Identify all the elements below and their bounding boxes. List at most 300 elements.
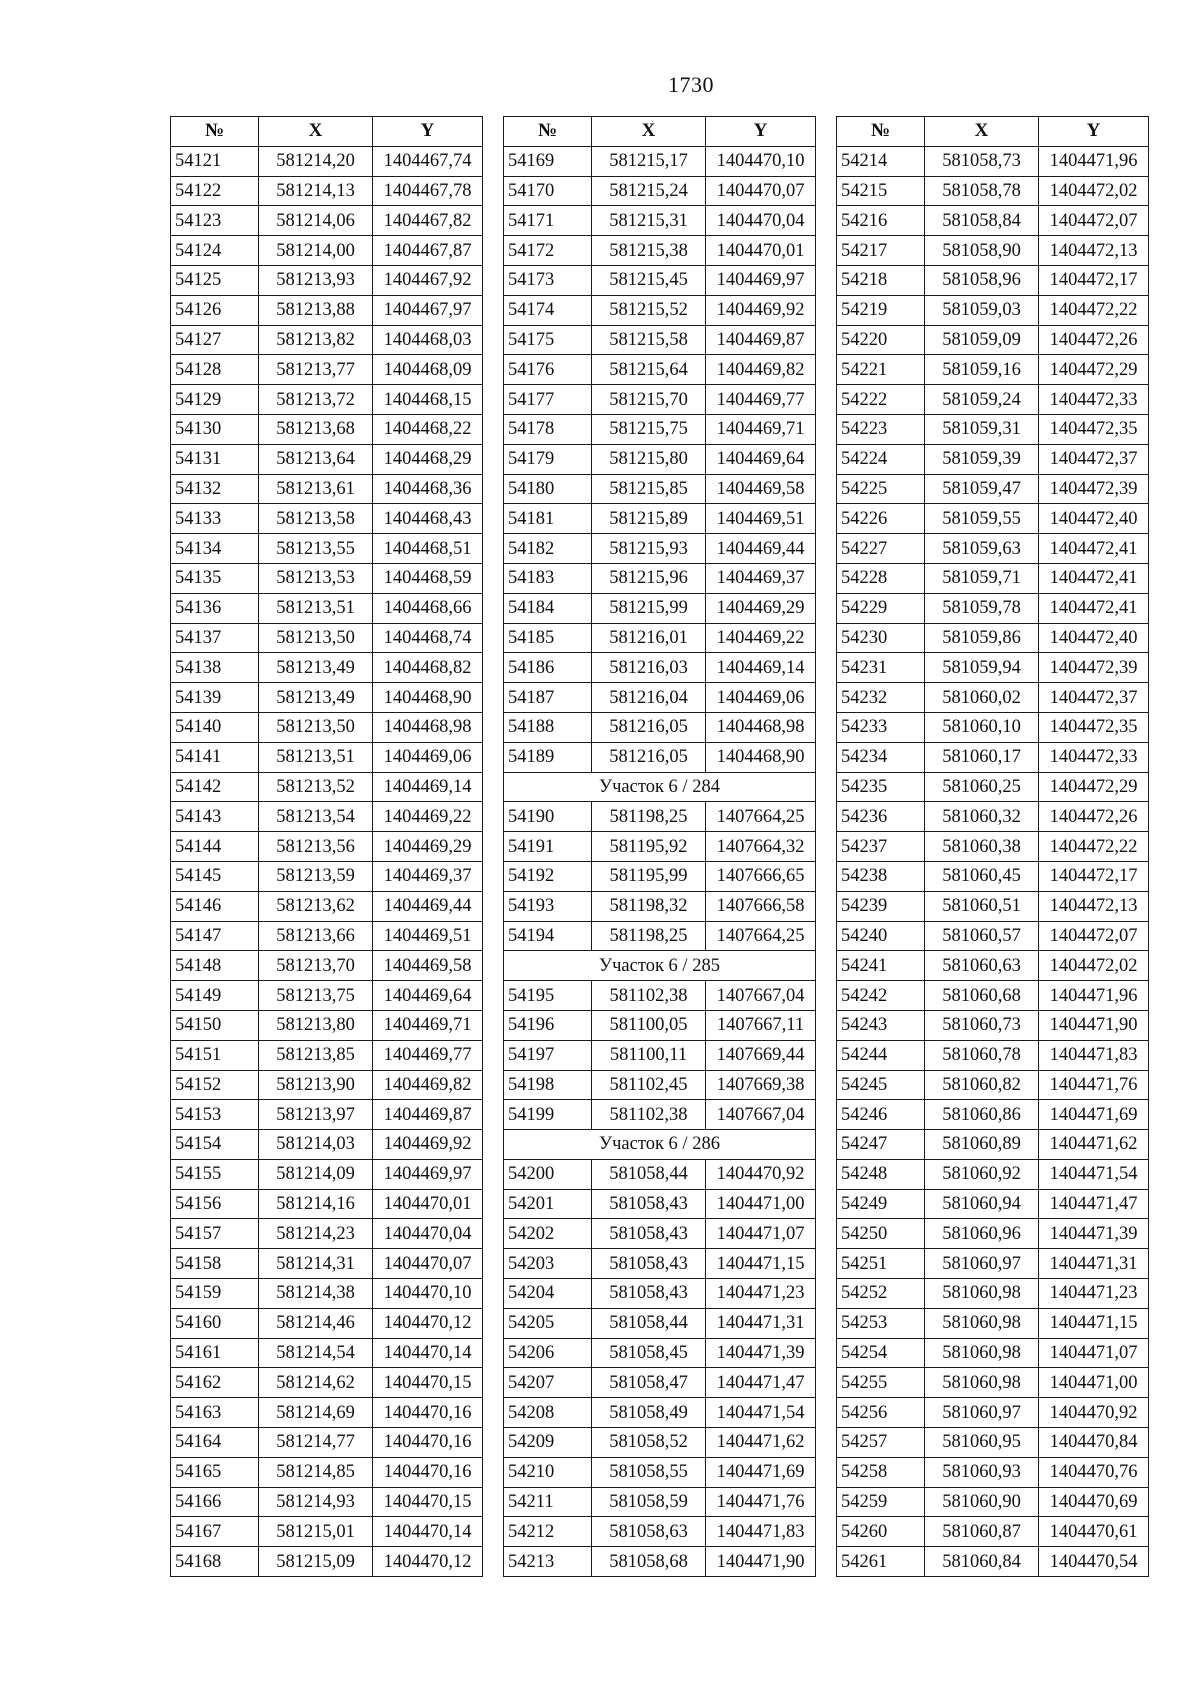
x-coordinate-cell: 581215,01: [259, 1517, 373, 1547]
section-row: [504, 951, 816, 981]
table-row: [171, 504, 483, 534]
x-coordinate-cell: 581060,78: [925, 1040, 1039, 1070]
x-coordinate-cell: 581060,17: [925, 742, 1039, 772]
table-row: [171, 921, 483, 951]
y-coordinate-cell: 1404470,07: [706, 176, 816, 206]
header-y: Y: [373, 117, 483, 147]
x-coordinate-cell: 581060,97: [925, 1398, 1039, 1428]
y-coordinate-cell: 1404472,29: [1039, 772, 1149, 802]
y-coordinate-cell: 1404467,97: [373, 295, 483, 325]
x-coordinate-cell: 581215,75: [592, 414, 706, 444]
y-coordinate-cell: 1404468,74: [373, 623, 483, 653]
x-coordinate-cell: 581100,05: [592, 1010, 706, 1040]
point-number-cell: 54245: [837, 1070, 925, 1100]
x-coordinate-cell: 581215,17: [592, 146, 706, 176]
point-number-cell: 54240: [837, 921, 925, 951]
point-number-cell: 54180: [504, 474, 592, 504]
x-coordinate-cell: 581059,55: [925, 504, 1039, 534]
table-row: [837, 1249, 1149, 1279]
x-coordinate-cell: 581213,54: [259, 802, 373, 832]
point-number-cell: 54153: [171, 1100, 259, 1130]
point-number-cell: 54160: [171, 1308, 259, 1338]
point-number-cell: 54237: [837, 832, 925, 862]
section-row: [504, 1130, 816, 1160]
table-row: [171, 1130, 483, 1160]
y-coordinate-cell: 1404470,16: [373, 1398, 483, 1428]
point-number-cell: 54128: [171, 355, 259, 385]
y-coordinate-cell: 1404470,76: [1039, 1457, 1149, 1487]
x-coordinate-cell: 581059,78: [925, 593, 1039, 623]
x-coordinate-cell: 581059,47: [925, 474, 1039, 504]
x-coordinate-cell: 581214,03: [259, 1130, 373, 1160]
x-coordinate-cell: 581060,94: [925, 1189, 1039, 1219]
y-coordinate-cell: 1404472,29: [1039, 355, 1149, 385]
y-coordinate-cell: 1404472,37: [1039, 683, 1149, 713]
point-number-cell: 54176: [504, 355, 592, 385]
table-row: [504, 1338, 816, 1368]
x-coordinate-cell: 581060,51: [925, 891, 1039, 921]
table-row: [504, 444, 816, 474]
point-number-cell: 54217: [837, 236, 925, 266]
y-coordinate-cell: 1404472,02: [1039, 176, 1149, 206]
y-coordinate-cell: 1407667,11: [706, 1010, 816, 1040]
table-row: [171, 593, 483, 623]
x-coordinate-cell: 581213,62: [259, 891, 373, 921]
y-coordinate-cell: 1404469,92: [373, 1130, 483, 1160]
y-coordinate-cell: 1404469,22: [373, 802, 483, 832]
table-row: [504, 683, 816, 713]
table-row: [504, 1249, 816, 1279]
x-coordinate-cell: 581058,73: [925, 146, 1039, 176]
table-row: [504, 474, 816, 504]
y-coordinate-cell: 1404470,04: [373, 1219, 483, 1249]
x-coordinate-cell: 581213,49: [259, 653, 373, 683]
point-number-cell: 54251: [837, 1249, 925, 1279]
table-row: [504, 981, 816, 1011]
table-row: [837, 563, 1149, 593]
point-number-cell: 54234: [837, 742, 925, 772]
table-row: [504, 1428, 816, 1458]
table-row: [837, 593, 1149, 623]
y-coordinate-cell: 1404469,82: [706, 355, 816, 385]
y-coordinate-cell: 1404468,51: [373, 534, 483, 564]
x-coordinate-cell: 581058,43: [592, 1279, 706, 1309]
y-coordinate-cell: 1404469,71: [706, 414, 816, 444]
table-row: [837, 1219, 1149, 1249]
table-row: [504, 265, 816, 295]
table-row: [171, 1368, 483, 1398]
table-row: [171, 981, 483, 1011]
y-coordinate-cell: 1404469,97: [706, 265, 816, 295]
point-number-cell: 54246: [837, 1100, 925, 1130]
point-number-cell: 54144: [171, 832, 259, 862]
table-row: [837, 1457, 1149, 1487]
point-number-cell: 54190: [504, 802, 592, 832]
y-coordinate-cell: 1404470,14: [373, 1517, 483, 1547]
y-coordinate-cell: 1404471,96: [1039, 146, 1149, 176]
y-coordinate-cell: 1404470,12: [373, 1308, 483, 1338]
y-coordinate-cell: 1404468,03: [373, 325, 483, 355]
table-row: [837, 981, 1149, 1011]
point-number-cell: 54197: [504, 1040, 592, 1070]
table-row: [837, 236, 1149, 266]
y-coordinate-cell: 1407664,32: [706, 832, 816, 862]
x-coordinate-cell: 581058,43: [592, 1219, 706, 1249]
table-row: [171, 1428, 483, 1458]
y-coordinate-cell: 1404469,58: [706, 474, 816, 504]
table-row: [171, 951, 483, 981]
y-coordinate-cell: 1404468,90: [373, 683, 483, 713]
table-row: [504, 504, 816, 534]
table-row: [171, 295, 483, 325]
table-row: [504, 1547, 816, 1577]
table-row: [171, 1219, 483, 1249]
table-row: [171, 832, 483, 862]
table-row: [837, 444, 1149, 474]
section-title: Участок 6 / 285: [504, 951, 816, 981]
x-coordinate-cell: 581060,02: [925, 683, 1039, 713]
y-coordinate-cell: 1404470,12: [373, 1547, 483, 1577]
x-coordinate-cell: 581215,31: [592, 206, 706, 236]
x-coordinate-cell: 581215,70: [592, 385, 706, 415]
x-coordinate-cell: 581060,87: [925, 1517, 1039, 1547]
table-row: [504, 891, 816, 921]
x-coordinate-cell: 581213,66: [259, 921, 373, 951]
point-number-cell: 54134: [171, 534, 259, 564]
x-coordinate-cell: 581213,61: [259, 474, 373, 504]
point-number-cell: 54255: [837, 1368, 925, 1398]
table-row: [504, 1159, 816, 1189]
y-coordinate-cell: 1404470,14: [373, 1338, 483, 1368]
x-coordinate-cell: 581213,52: [259, 772, 373, 802]
point-number-cell: 54182: [504, 534, 592, 564]
x-coordinate-cell: 581214,93: [259, 1487, 373, 1517]
point-number-cell: 54212: [504, 1517, 592, 1547]
y-coordinate-cell: 1404469,51: [373, 921, 483, 951]
y-coordinate-cell: 1404471,62: [706, 1428, 816, 1458]
x-coordinate-cell: 581058,59: [592, 1487, 706, 1517]
y-coordinate-cell: 1404469,37: [706, 563, 816, 593]
table-row: [504, 712, 816, 742]
x-coordinate-cell: 581058,47: [592, 1368, 706, 1398]
table-row: [837, 325, 1149, 355]
x-coordinate-cell: 581213,68: [259, 414, 373, 444]
y-coordinate-cell: 1404471,00: [706, 1189, 816, 1219]
x-coordinate-cell: 581214,46: [259, 1308, 373, 1338]
y-coordinate-cell: 1404469,44: [373, 891, 483, 921]
point-number-cell: 54150: [171, 1010, 259, 1040]
point-number-cell: 54132: [171, 474, 259, 504]
x-coordinate-cell: 581060,25: [925, 772, 1039, 802]
x-coordinate-cell: 581214,62: [259, 1368, 373, 1398]
table-row: [171, 683, 483, 713]
point-number-cell: 54194: [504, 921, 592, 951]
y-coordinate-cell: 1404470,01: [373, 1189, 483, 1219]
table-row: [171, 1457, 483, 1487]
y-coordinate-cell: 1404472,35: [1039, 414, 1149, 444]
x-coordinate-cell: 581215,96: [592, 563, 706, 593]
table-row: [171, 861, 483, 891]
point-number-cell: 54243: [837, 1010, 925, 1040]
point-number-cell: 54224: [837, 444, 925, 474]
x-coordinate-cell: 581058,63: [592, 1517, 706, 1547]
point-number-cell: 54167: [171, 1517, 259, 1547]
table-row: [171, 1279, 483, 1309]
x-coordinate-cell: 581213,55: [259, 534, 373, 564]
x-coordinate-cell: 581060,97: [925, 1249, 1039, 1279]
y-coordinate-cell: 1404470,10: [373, 1279, 483, 1309]
x-coordinate-cell: 581213,97: [259, 1100, 373, 1130]
table-row: [504, 861, 816, 891]
x-coordinate-cell: 581198,25: [592, 921, 706, 951]
table-row: [837, 742, 1149, 772]
table-row: [171, 1338, 483, 1368]
x-coordinate-cell: 581059,16: [925, 355, 1039, 385]
point-number-cell: 54238: [837, 861, 925, 891]
table-row: [171, 444, 483, 474]
y-coordinate-cell: 1404470,69: [1039, 1487, 1149, 1517]
y-coordinate-cell: 1404469,29: [373, 832, 483, 862]
point-number-cell: 54137: [171, 623, 259, 653]
table-row: [837, 1487, 1149, 1517]
x-coordinate-cell: 581059,31: [925, 414, 1039, 444]
point-number-cell: 54209: [504, 1428, 592, 1458]
point-number-cell: 54247: [837, 1130, 925, 1160]
x-coordinate-cell: 581059,03: [925, 295, 1039, 325]
point-number-cell: 54142: [171, 772, 259, 802]
y-coordinate-cell: 1404472,41: [1039, 534, 1149, 564]
x-coordinate-cell: 581058,78: [925, 176, 1039, 206]
table-row: [171, 1100, 483, 1130]
point-number-cell: 54130: [171, 414, 259, 444]
x-coordinate-cell: 581060,86: [925, 1100, 1039, 1130]
x-coordinate-cell: 581058,45: [592, 1338, 706, 1368]
table-row: [837, 206, 1149, 236]
x-coordinate-cell: 581215,52: [592, 295, 706, 325]
point-number-cell: 54261: [837, 1547, 925, 1577]
table-row: [171, 1308, 483, 1338]
table-row: [504, 1368, 816, 1398]
point-number-cell: 54183: [504, 563, 592, 593]
table-row: [837, 1398, 1149, 1428]
table-row: [171, 802, 483, 832]
x-coordinate-cell: 581215,09: [259, 1547, 373, 1577]
point-number-cell: 54193: [504, 891, 592, 921]
table-row: [837, 1517, 1149, 1547]
y-coordinate-cell: 1404469,92: [706, 295, 816, 325]
point-number-cell: 54143: [171, 802, 259, 832]
x-coordinate-cell: 581213,77: [259, 355, 373, 385]
table-row: [171, 1040, 483, 1070]
table-row: [504, 1487, 816, 1517]
table-row: [837, 146, 1149, 176]
point-number-cell: 54248: [837, 1159, 925, 1189]
point-number-cell: 54149: [171, 981, 259, 1011]
y-coordinate-cell: 1404467,74: [373, 146, 483, 176]
y-coordinate-cell: 1404469,58: [373, 951, 483, 981]
x-coordinate-cell: 581058,52: [592, 1428, 706, 1458]
point-number-cell: 54165: [171, 1457, 259, 1487]
point-number-cell: 54213: [504, 1547, 592, 1577]
point-number-cell: 54254: [837, 1338, 925, 1368]
point-number-cell: 54205: [504, 1308, 592, 1338]
table-row: [837, 265, 1149, 295]
x-coordinate-cell: 581213,51: [259, 593, 373, 623]
table-row: [837, 1338, 1149, 1368]
x-coordinate-cell: 581213,50: [259, 623, 373, 653]
x-coordinate-cell: 581060,89: [925, 1130, 1039, 1160]
y-coordinate-cell: 1404472,37: [1039, 444, 1149, 474]
header-y: Y: [1039, 117, 1149, 147]
y-coordinate-cell: 1407666,65: [706, 861, 816, 891]
x-coordinate-cell: 581213,53: [259, 563, 373, 593]
y-coordinate-cell: 1404469,82: [373, 1070, 483, 1100]
table-row: [504, 832, 816, 862]
x-coordinate-cell: 581214,85: [259, 1457, 373, 1487]
point-number-cell: 54232: [837, 683, 925, 713]
x-coordinate-cell: 581216,05: [592, 712, 706, 742]
table-header-row: [837, 117, 1149, 147]
y-coordinate-cell: 1404471,76: [706, 1487, 816, 1517]
point-number-cell: 54131: [171, 444, 259, 474]
point-number-cell: 54253: [837, 1308, 925, 1338]
y-coordinate-cell: 1404470,61: [1039, 1517, 1149, 1547]
table-row: [504, 1279, 816, 1309]
x-coordinate-cell: 581216,03: [592, 653, 706, 683]
x-coordinate-cell: 581216,04: [592, 683, 706, 713]
point-number-cell: 54207: [504, 1368, 592, 1398]
y-coordinate-cell: 1404469,14: [373, 772, 483, 802]
x-coordinate-cell: 581216,01: [592, 623, 706, 653]
point-number-cell: 54226: [837, 504, 925, 534]
table-row: [171, 563, 483, 593]
y-coordinate-cell: 1404468,90: [706, 742, 816, 772]
point-number-cell: 54252: [837, 1279, 925, 1309]
x-coordinate-cell: 581059,63: [925, 534, 1039, 564]
y-coordinate-cell: 1404472,33: [1039, 742, 1149, 772]
y-coordinate-cell: 1404472,02: [1039, 951, 1149, 981]
x-coordinate-cell: 581059,86: [925, 623, 1039, 653]
table-row: [171, 1398, 483, 1428]
point-number-cell: 54249: [837, 1189, 925, 1219]
header-x: X: [925, 117, 1039, 147]
y-coordinate-cell: 1404468,59: [373, 563, 483, 593]
x-coordinate-cell: 581214,23: [259, 1219, 373, 1249]
x-coordinate-cell: 581214,38: [259, 1279, 373, 1309]
table-row: [837, 712, 1149, 742]
y-coordinate-cell: 1404470,15: [373, 1487, 483, 1517]
table-row: [837, 1308, 1149, 1338]
point-number-cell: 54133: [171, 504, 259, 534]
x-coordinate-cell: 581213,58: [259, 504, 373, 534]
point-number-cell: 54185: [504, 623, 592, 653]
y-coordinate-cell: 1407666,58: [706, 891, 816, 921]
table-row: [837, 653, 1149, 683]
table-row: [504, 1308, 816, 1338]
table-row: [837, 921, 1149, 951]
x-coordinate-cell: 581215,58: [592, 325, 706, 355]
table-row: [171, 325, 483, 355]
y-coordinate-cell: 1404469,22: [706, 623, 816, 653]
y-coordinate-cell: 1404469,97: [373, 1159, 483, 1189]
y-coordinate-cell: 1404471,96: [1039, 981, 1149, 1011]
y-coordinate-cell: 1407664,25: [706, 921, 816, 951]
y-coordinate-cell: 1404472,26: [1039, 802, 1149, 832]
x-coordinate-cell: 581058,55: [592, 1457, 706, 1487]
y-coordinate-cell: 1404469,06: [706, 683, 816, 713]
table-row: [504, 355, 816, 385]
x-coordinate-cell: 581214,09: [259, 1159, 373, 1189]
x-coordinate-cell: 581214,16: [259, 1189, 373, 1219]
x-coordinate-cell: 581213,80: [259, 1010, 373, 1040]
point-number-cell: 54227: [837, 534, 925, 564]
x-coordinate-cell: 581058,43: [592, 1249, 706, 1279]
table-row: [504, 623, 816, 653]
table-row: [837, 474, 1149, 504]
table-row: [171, 1010, 483, 1040]
point-number-cell: 54228: [837, 563, 925, 593]
y-coordinate-cell: 1404468,98: [706, 712, 816, 742]
table-row: [171, 236, 483, 266]
table-row: [504, 1398, 816, 1428]
point-number-cell: 54158: [171, 1249, 259, 1279]
header-x: X: [259, 117, 373, 147]
y-coordinate-cell: 1404471,31: [706, 1308, 816, 1338]
y-coordinate-cell: 1404468,15: [373, 385, 483, 415]
table-row: [171, 772, 483, 802]
x-coordinate-cell: 581214,31: [259, 1249, 373, 1279]
x-coordinate-cell: 581213,90: [259, 1070, 373, 1100]
page-number: 1730: [668, 72, 714, 97]
y-coordinate-cell: 1404470,16: [373, 1457, 483, 1487]
x-coordinate-cell: 581213,70: [259, 951, 373, 981]
y-coordinate-cell: 1404472,07: [1039, 206, 1149, 236]
y-coordinate-cell: 1404468,29: [373, 444, 483, 474]
table-row: [171, 623, 483, 653]
x-coordinate-cell: 581215,64: [592, 355, 706, 385]
y-coordinate-cell: 1404472,17: [1039, 861, 1149, 891]
point-number-cell: 54208: [504, 1398, 592, 1428]
y-coordinate-cell: 1404470,54: [1039, 1547, 1149, 1577]
x-coordinate-cell: 581213,88: [259, 295, 373, 325]
point-number-cell: 54140: [171, 712, 259, 742]
x-coordinate-cell: 581215,89: [592, 504, 706, 534]
y-coordinate-cell: 1407664,25: [706, 802, 816, 832]
table-row: [504, 1457, 816, 1487]
x-coordinate-cell: 581060,68: [925, 981, 1039, 1011]
y-coordinate-cell: 1404471,00: [1039, 1368, 1149, 1398]
table-row: [504, 653, 816, 683]
table-row: [171, 414, 483, 444]
y-coordinate-cell: 1404472,40: [1039, 504, 1149, 534]
point-number-cell: 54136: [171, 593, 259, 623]
y-coordinate-cell: 1404469,64: [706, 444, 816, 474]
y-coordinate-cell: 1404469,87: [706, 325, 816, 355]
y-coordinate-cell: 1404468,98: [373, 712, 483, 742]
point-number-cell: 54168: [171, 1547, 259, 1577]
x-coordinate-cell: 581215,45: [592, 265, 706, 295]
header-number: №: [171, 117, 259, 147]
table-row: [504, 534, 816, 564]
y-coordinate-cell: 1404471,83: [1039, 1040, 1149, 1070]
y-coordinate-cell: 1404469,64: [373, 981, 483, 1011]
y-coordinate-cell: 1404472,33: [1039, 385, 1149, 415]
y-coordinate-cell: 1404471,62: [1039, 1130, 1149, 1160]
table-row: [171, 474, 483, 504]
x-coordinate-cell: 581058,96: [925, 265, 1039, 295]
table-row: [504, 1189, 816, 1219]
y-coordinate-cell: 1404470,04: [706, 206, 816, 236]
